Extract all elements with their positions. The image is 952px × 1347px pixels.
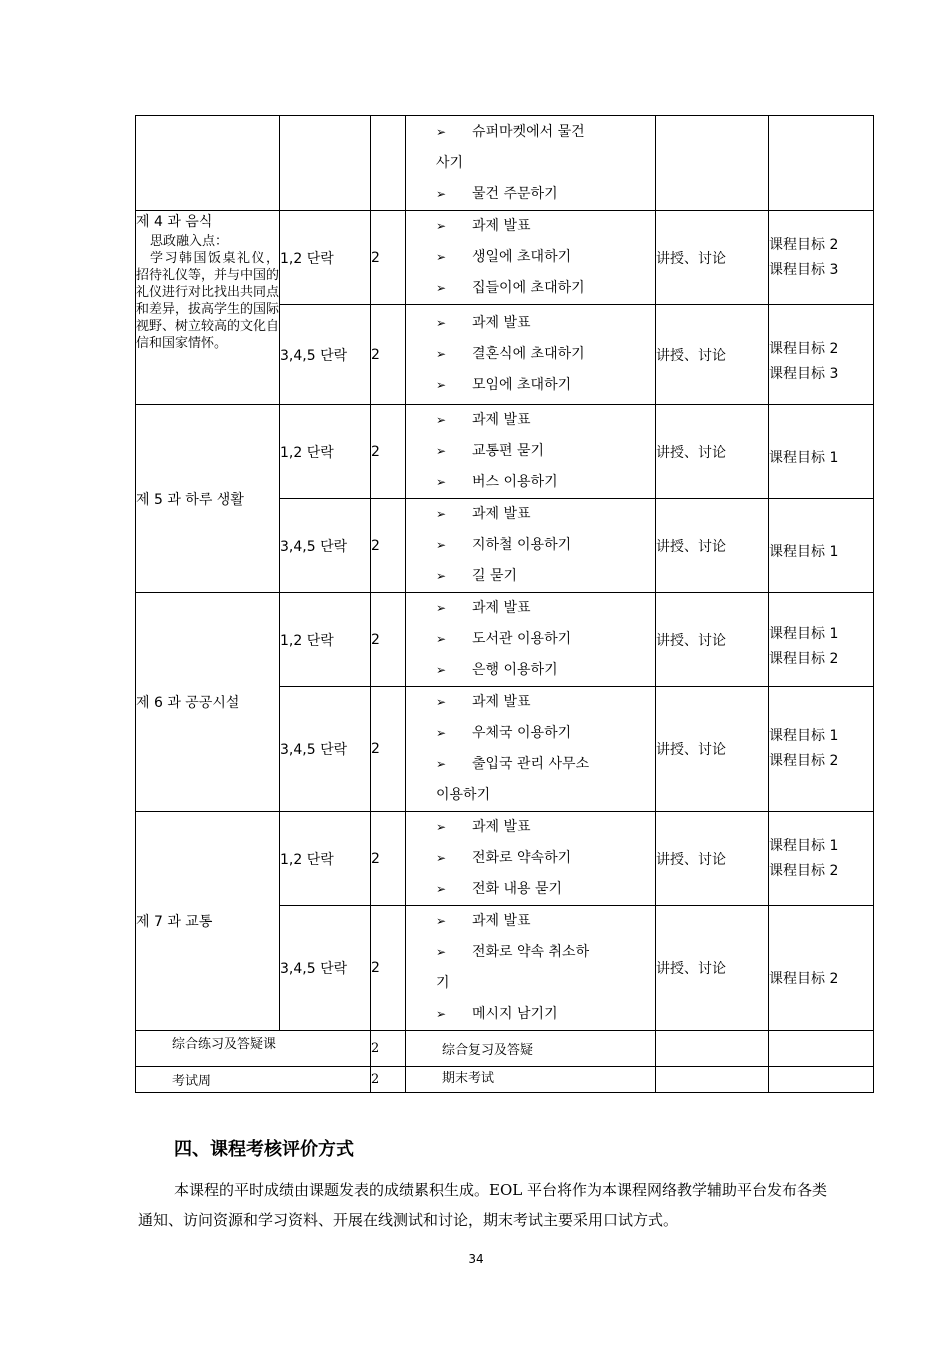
bullet-icon: ➢: [436, 601, 447, 615]
empty-cell: [280, 116, 371, 211]
bullet-icon: ➢: [436, 914, 447, 928]
lesson-title: 제 5 과 하루 생활: [136, 405, 280, 593]
list-item: ➢ 과제 발표: [406, 812, 655, 843]
bullet-icon: ➢: [436, 347, 447, 361]
section-paragraph: 本课程的平时成绩由课题发表的成绩累积生成。EOL 平台将作为本课程网络教学辅助平台发布各类通知、访问资源和学习资料、开展在线测试和讨论，期末考试主要采用口试方式。: [138, 1181, 827, 1229]
list-item: ➢ 전화로 약속 취소하: [406, 937, 655, 968]
exam-label: 考试周: [136, 1067, 371, 1093]
hours-cell: 2: [371, 593, 406, 687]
hours-cell: 2: [371, 1031, 406, 1067]
list-item-wrap: 기: [436, 975, 450, 991]
list-item: ➢ 교통편 묻기: [406, 436, 655, 467]
lesson-title: 제 7 과 교통: [136, 812, 280, 1031]
table-row: [136, 1067, 874, 1093]
list-item: ➢ 과제 발표: [406, 906, 655, 937]
list-item: ➢ 길 묻기: [406, 561, 655, 592]
bullet-icon: ➢: [436, 757, 447, 771]
list-item: ➢ 우체국 이용하기: [406, 718, 655, 749]
method-cell: 讲授、讨论: [656, 405, 769, 499]
goal-cell: 课程目标 1: [769, 405, 874, 499]
hours-cell: 2: [371, 405, 406, 499]
method-cell: 讲授、讨论: [656, 499, 769, 593]
note-body: 学习韩国饭桌礼仪，招待礼仪等，并与中国的礼仪进行对比找出共同点和差异，拔高学生的国际视野、树立较高的文化自信和国家情怀。: [136, 251, 280, 351]
unit-cell: 3,4,5 단락: [280, 499, 371, 593]
empty-cell: [136, 116, 280, 211]
table-row: [136, 593, 874, 687]
bullet-icon: ➢: [436, 413, 447, 427]
lesson-cell: [136, 211, 280, 405]
list-item: ➢ 결혼식에 초대하기: [406, 339, 655, 370]
bullet-icon: ➢: [436, 820, 447, 834]
list-item: ➢ 과제 발표: [406, 405, 655, 436]
content-cell: [406, 812, 656, 906]
content-cell: [406, 499, 656, 593]
bullet-icon: ➢: [436, 219, 447, 233]
bullet-icon: ➢: [436, 250, 447, 264]
list-item: ➢ 모임에 초대하기: [406, 370, 655, 401]
table-row: [136, 211, 874, 305]
list-item: ➢ 은행 이용하기: [406, 655, 655, 686]
goal-cell: 课程目标 1 课程目标 2: [769, 593, 874, 687]
list-item: ➢ 전화로 약속하기: [406, 843, 655, 874]
list-item-wrap: 사기: [436, 154, 464, 171]
page-number: 34: [468, 1252, 484, 1266]
bullet-icon: ➢: [436, 444, 447, 458]
unit-cell: 1,2 단락: [280, 593, 371, 687]
empty-cell: [656, 1031, 769, 1067]
empty-cell: [371, 116, 406, 211]
content-cell: 综合复习及答疑: [406, 1031, 656, 1067]
list-item: ➢ 생일에 초대하기: [406, 242, 655, 273]
unit-cell: 1,2 단락: [280, 405, 371, 499]
method-cell: 讲授、讨论: [656, 211, 769, 305]
list-item: ➢ 지하철 이용하기: [406, 530, 655, 561]
list-item: ➢ 전화 내용 묻기: [406, 874, 655, 905]
list-item: ➢ 과제 발표: [406, 308, 655, 339]
content-cell: 期末考试: [406, 1067, 656, 1093]
list-item: ➢ 출입국 관리 사무소: [406, 749, 655, 780]
list-item: ➢ 과제 발표: [406, 687, 655, 718]
content-cell: [406, 906, 656, 1031]
method-cell: 讲授、讨论: [656, 906, 769, 1031]
goal-cell: 课程目标 2 课程目标 3: [769, 211, 874, 305]
list-item: ➢ 과제 발표: [406, 593, 655, 624]
empty-cell: [656, 116, 769, 211]
unit-cell: 3,4,5 단락: [280, 687, 371, 812]
bullet-icon: ➢: [436, 882, 447, 896]
method-cell: 讲授、讨论: [656, 305, 769, 405]
goal-cell: 课程目标 2 课程目标 3: [769, 305, 874, 405]
bullet-icon: ➢: [436, 1007, 447, 1021]
table-row: [136, 116, 874, 211]
empty-cell: [769, 116, 874, 211]
bullet-icon: ➢: [436, 186, 447, 201]
goal-cell: 课程目标 1 课程目标 2: [769, 687, 874, 812]
list-item: ➢ 메시지 남기기: [406, 999, 655, 1030]
list-item: ➢ 슈퍼마켓에서 물건: [406, 117, 655, 148]
content-cell: [406, 687, 656, 812]
bullet-icon: ➢: [436, 695, 447, 709]
content-cell: [406, 305, 656, 405]
bullet-icon: ➢: [436, 316, 447, 330]
bullet-icon: ➢: [436, 945, 447, 959]
content-cell: [406, 116, 656, 211]
goal-cell: 课程目标 2: [769, 906, 874, 1031]
goal-cell: 课程目标 1 课程目标 2: [769, 812, 874, 906]
bullet-icon: ➢: [436, 663, 447, 677]
hours-cell: 2: [371, 812, 406, 906]
bullet-icon: ➢: [436, 569, 447, 583]
list-item-wrap: 이용하기: [436, 787, 491, 803]
unit-cell: 3,4,5 단락: [280, 906, 371, 1031]
bullet-icon: ➢: [436, 538, 447, 552]
lesson-title: 제 4 과 음식: [136, 214, 213, 230]
course-schedule-table: [135, 115, 874, 1093]
empty-cell: [656, 1067, 769, 1093]
ideology-note: [136, 233, 279, 352]
method-cell: 讲授、讨论: [656, 593, 769, 687]
hours-cell: 2: [371, 499, 406, 593]
table-row: [136, 405, 874, 499]
table-row: [136, 812, 874, 906]
list-item: ➢ 물건 주문하기: [406, 179, 655, 210]
bullet-icon: ➢: [436, 632, 447, 646]
bullet-icon: ➢: [436, 378, 447, 392]
lesson-title: 제 6 과 공공시설: [136, 593, 280, 812]
bullet-icon: ➢: [436, 281, 447, 295]
method-cell: 讲授、讨论: [656, 687, 769, 812]
empty-cell: [769, 1067, 874, 1093]
list-item: ➢ 과제 발표: [406, 499, 655, 530]
list-item: ➢ 버스 이용하기: [406, 467, 655, 498]
list-item: ➢ 도서관 이용하기: [406, 624, 655, 655]
hours-cell: 2: [371, 211, 406, 305]
summary-label: 综合练习及答疑课: [136, 1031, 371, 1067]
note-label: 思政融入点：: [150, 234, 229, 249]
content-cell: [406, 405, 656, 499]
hours-cell: 2: [371, 305, 406, 405]
goal-cell: 课程目标 1: [769, 499, 874, 593]
bullet-icon: ➢: [436, 507, 447, 521]
bullet-icon: ➢: [436, 851, 447, 865]
unit-cell: 3,4,5 단락: [280, 305, 371, 405]
hours-cell: 2: [371, 687, 406, 812]
method-cell: 讲授、讨论: [656, 812, 769, 906]
list-item: ➢ 집들이에 초대하기: [406, 273, 655, 304]
bullet-icon: ➢: [436, 475, 447, 489]
unit-cell: 1,2 단락: [280, 812, 371, 906]
empty-cell: [769, 1031, 874, 1067]
section-heading: 四、课程考核评价方式: [174, 1139, 354, 1160]
hours-cell: 2: [371, 906, 406, 1031]
content-cell: [406, 593, 656, 687]
list-item: ➢ 과제 발표: [406, 211, 655, 242]
unit-cell: 1,2 단락: [280, 211, 371, 305]
bullet-icon: ➢: [436, 124, 447, 139]
hours-cell: 2: [371, 1067, 406, 1093]
table-row: [136, 1031, 874, 1067]
bullet-icon: ➢: [436, 726, 447, 740]
content-cell: [406, 211, 656, 305]
